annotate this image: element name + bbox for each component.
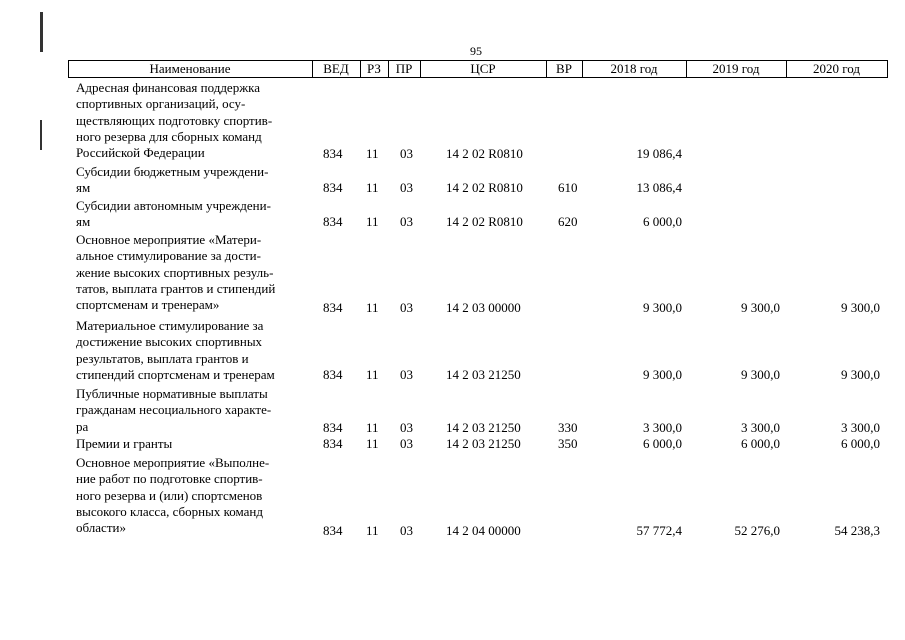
row-2018: 6 000,0 bbox=[643, 436, 682, 451]
header-2019: 2019 год bbox=[712, 61, 760, 76]
row-rz: 11 bbox=[366, 367, 379, 382]
row-2019: 3 300,0 bbox=[741, 420, 780, 435]
row-2018: 13 086,4 bbox=[636, 180, 682, 195]
row-pr: 03 bbox=[400, 420, 413, 435]
row-csr: 14 2 03 21250 bbox=[446, 436, 521, 451]
header-csr: ЦСР bbox=[470, 61, 496, 76]
row-vr: 620 bbox=[558, 214, 578, 229]
row-2020: 54 238,3 bbox=[834, 523, 880, 538]
row-csr: 14 2 02 R0810 bbox=[446, 214, 523, 229]
header-name: Наименование bbox=[149, 61, 231, 76]
row-name: Адресная финансовая поддержка спортивных организаций, осу- ществляющих подготовку спортив- ного резерва для сборных команд Российской Федерации bbox=[76, 80, 273, 161]
row-2018: 3 300,0 bbox=[643, 420, 682, 435]
row-name: Премии и гранты bbox=[76, 436, 173, 451]
header-2020: 2020 год bbox=[813, 61, 860, 76]
row-csr: 14 2 04 00000 bbox=[446, 523, 521, 538]
row-2020: 6 000,0 bbox=[841, 436, 880, 451]
row-2019: 52 276,0 bbox=[734, 523, 780, 538]
binder-mark bbox=[40, 120, 42, 150]
header-ved: ВЕД bbox=[323, 61, 349, 76]
row-rz: 11 bbox=[366, 523, 379, 538]
row-csr: 14 2 03 21250 bbox=[446, 420, 521, 435]
row-rz: 11 bbox=[366, 436, 379, 451]
row-vr: 610 bbox=[558, 180, 578, 195]
row-rz: 11 bbox=[366, 146, 379, 161]
row-2018: 9 300,0 bbox=[643, 367, 682, 382]
row-pr: 03 bbox=[400, 523, 413, 538]
row-ved: 834 bbox=[323, 180, 343, 195]
row-2018: 6 000,0 bbox=[643, 214, 682, 229]
header-rz: РЗ bbox=[367, 61, 381, 76]
row-ved: 834 bbox=[323, 523, 343, 538]
row-2020: 3 300,0 bbox=[841, 420, 880, 435]
col-divider bbox=[887, 60, 888, 78]
page-number: 95 bbox=[470, 44, 482, 58]
row-ved: 834 bbox=[323, 367, 343, 382]
row-pr: 03 bbox=[400, 214, 413, 229]
row-rz: 11 bbox=[366, 214, 379, 229]
row-vr: 330 bbox=[558, 420, 578, 435]
row-csr: 14 2 03 21250 bbox=[446, 367, 521, 382]
row-vr: 350 bbox=[558, 436, 578, 451]
row-csr: 14 2 03 00000 bbox=[446, 300, 521, 315]
header-vr: ВР bbox=[556, 61, 572, 76]
row-rz: 11 bbox=[366, 300, 379, 315]
row-2018: 19 086,4 bbox=[636, 146, 682, 161]
table-header bbox=[68, 60, 888, 78]
row-name: Субсидии автономным учреждени- ям bbox=[76, 198, 271, 230]
header-pr: ПР bbox=[395, 61, 413, 76]
row-name: Субсидии бюджетным учреждени- ям bbox=[76, 164, 269, 196]
row-ved: 834 bbox=[323, 146, 343, 161]
row-pr: 03 bbox=[400, 146, 413, 161]
row-name: Публичные нормативные выплаты гражданам несоциального характе- ра bbox=[76, 386, 272, 434]
row-csr: 14 2 02 R0810 bbox=[446, 146, 523, 161]
row-ved: 834 bbox=[323, 214, 343, 229]
row-pr: 03 bbox=[400, 180, 413, 195]
row-rz: 11 bbox=[366, 180, 379, 195]
row-ved: 834 bbox=[323, 300, 343, 315]
row-2019: 6 000,0 bbox=[741, 436, 780, 451]
row-2020: 9 300,0 bbox=[841, 367, 880, 382]
header-2018: 2018 год bbox=[610, 61, 658, 76]
row-rz: 11 bbox=[366, 420, 379, 435]
row-2019: 9 300,0 bbox=[741, 367, 780, 382]
row-ved: 834 bbox=[323, 436, 343, 451]
row-pr: 03 bbox=[400, 300, 413, 315]
row-name: Основное мероприятие «Выполне- ние работ по подготовке спортив- ного резерва и (или) спортсменов высокого класса, сборных команд области» bbox=[76, 455, 270, 536]
row-2019: 9 300,0 bbox=[741, 300, 780, 315]
row-name: Основное мероприятие «Матери- альное стимулирование за дости- жение высоких спортивных резуль- татов, выплата грантов и стипендий спортсменам и тренерам» bbox=[76, 232, 276, 313]
row-ved: 834 bbox=[323, 420, 343, 435]
row-name: Материальное стимулирование за достижение высоких спортивных результатов, выплата грантов и стипендий спортсменам и тренерам bbox=[76, 318, 275, 382]
row-2018: 57 772,4 bbox=[636, 523, 682, 538]
row-2018: 9 300,0 bbox=[643, 300, 682, 315]
row-csr: 14 2 02 R0810 bbox=[446, 180, 523, 195]
row-pr: 03 bbox=[400, 436, 413, 451]
header-bottom-border bbox=[68, 77, 888, 78]
row-pr: 03 bbox=[400, 367, 413, 382]
row-2020: 9 300,0 bbox=[841, 300, 880, 315]
binder-mark bbox=[40, 12, 43, 52]
